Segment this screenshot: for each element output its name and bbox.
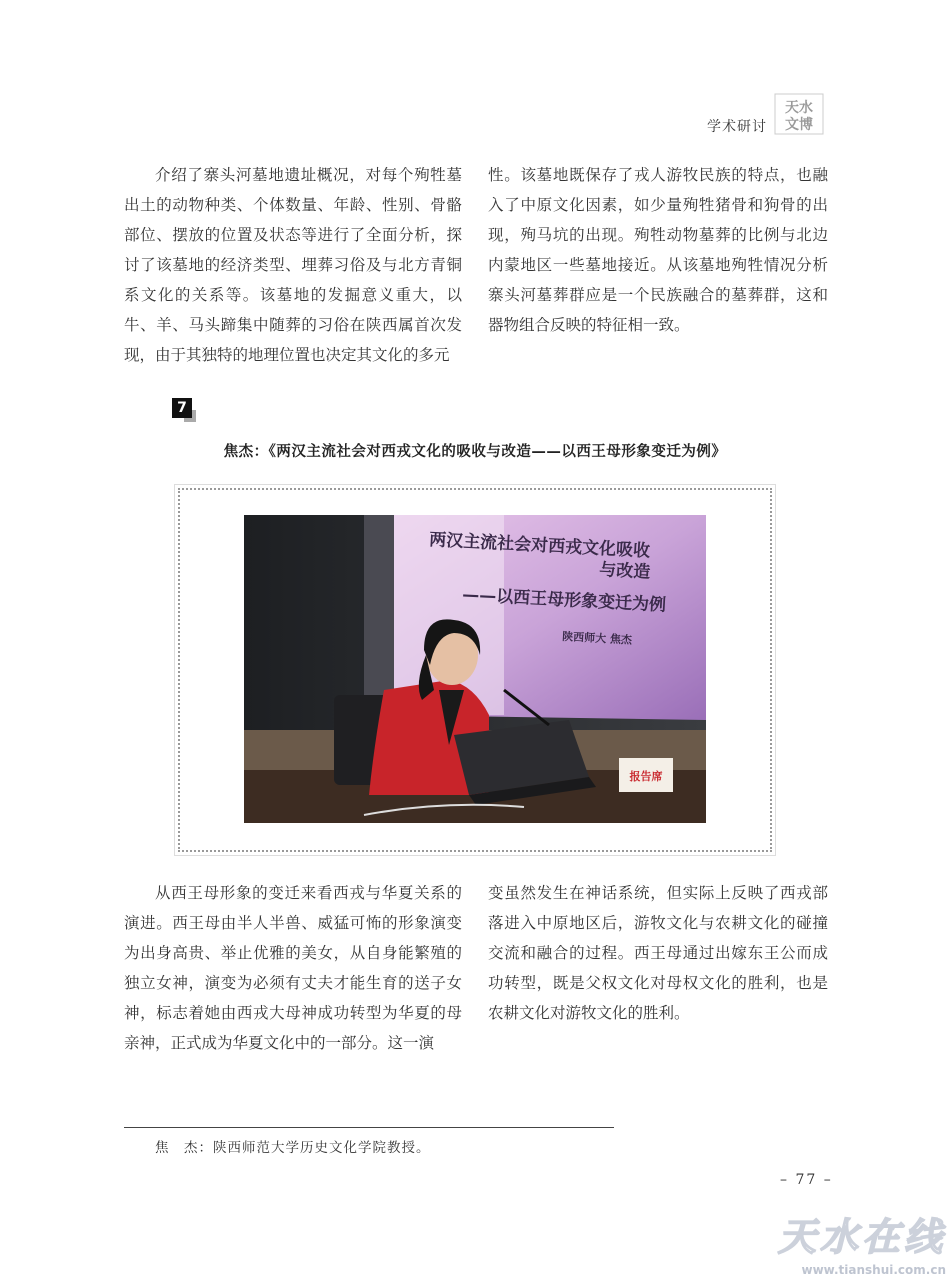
page-number: – 77 –: [780, 1172, 833, 1188]
svg-text:天水: 天水: [785, 100, 813, 116]
slide-title-line1: 两汉主流社会对西戎文化吸收: [428, 530, 651, 562]
body-right-column: [488, 878, 828, 1028]
svg-text:文博: 文博: [785, 117, 813, 133]
body-left-paragraph: 从西王母形象的变迁来看西戎与华夏关系的演进。西王母由半人半兽、威猛可怖的形象演变为出身高贵、举止优雅的美女，从自身能繁殖的独立女神，演变为必须有丈夫才能生育的送子女神，标志着她由西戎大母神成功转型为华夏的母亲神，正式成为华夏文化中的一部分。这一演: [124, 884, 462, 1052]
intro-right-column: [488, 160, 828, 340]
footnote: 焦 杰：陕西师范大学历史文化学院教授。: [155, 1140, 431, 1156]
body-right-paragraph: 变虽然发生在神话系统，但实际上反映了西戎部落进入中原地区后，游牧文化与农耕文化的碰撞交流和融合的过程。西王母通过出嫁东王公而成功转型，既是父权文化对母权文化的胜利，也是农耕文化对游牧文化的胜利。: [488, 884, 828, 1022]
site-watermark: [768, 1208, 950, 1279]
watermark-url: www.tianshui.com.cn: [801, 1263, 946, 1277]
slide-title-line3: ——以西王母形象变迁为例: [461, 585, 667, 616]
intro-left-column: [124, 160, 462, 370]
journal-logo: [773, 92, 825, 136]
section-number: 7: [172, 398, 192, 418]
watermark-text: 天水在线: [778, 1215, 947, 1259]
name-card-text: 报告席: [629, 770, 663, 783]
body-left-column: [124, 878, 462, 1058]
section-title: 焦杰：《两汉主流社会对西戎文化的吸收与改造——以西王母形象变迁为例》: [223, 444, 727, 460]
slide-title-line2: 与改造: [598, 560, 651, 583]
intro-right-paragraph: 性。该墓地既保存了戎人游牧民族的特点，也融入了中原文化因素，如少量殉牲猪骨和狗骨的出现，殉马坑的出现。殉牲动物墓葬的比例与北边内蒙地区一些墓地接近。从该墓地殉牲情况分析寨头河墓葬群应是一个民族融合的墓葬群，这和器物组合反映的特征相一致。: [488, 166, 828, 334]
footnote-rule: [124, 1127, 614, 1128]
section-header-label: 学术研讨: [707, 119, 767, 135]
intro-left-paragraph: 介绍了寨头河墓地遗址概况，对每个殉牲墓出土的动物种类、个体数量、年龄、性别、骨骼部位、摆放的位置及状态等进行了全面分析，探讨了该墓地的经济类型、埋葬习俗及与北方青铜系文化的关系等。该墓地的发掘意义重大，以牛、羊、马头蹄集中随葬的习俗在陕西属首次发现，由于其独特的地理位置也决定其文化的多元: [124, 166, 462, 364]
lecture-photo: [244, 515, 706, 823]
slide-author: 陕西师大 焦杰: [561, 630, 633, 647]
